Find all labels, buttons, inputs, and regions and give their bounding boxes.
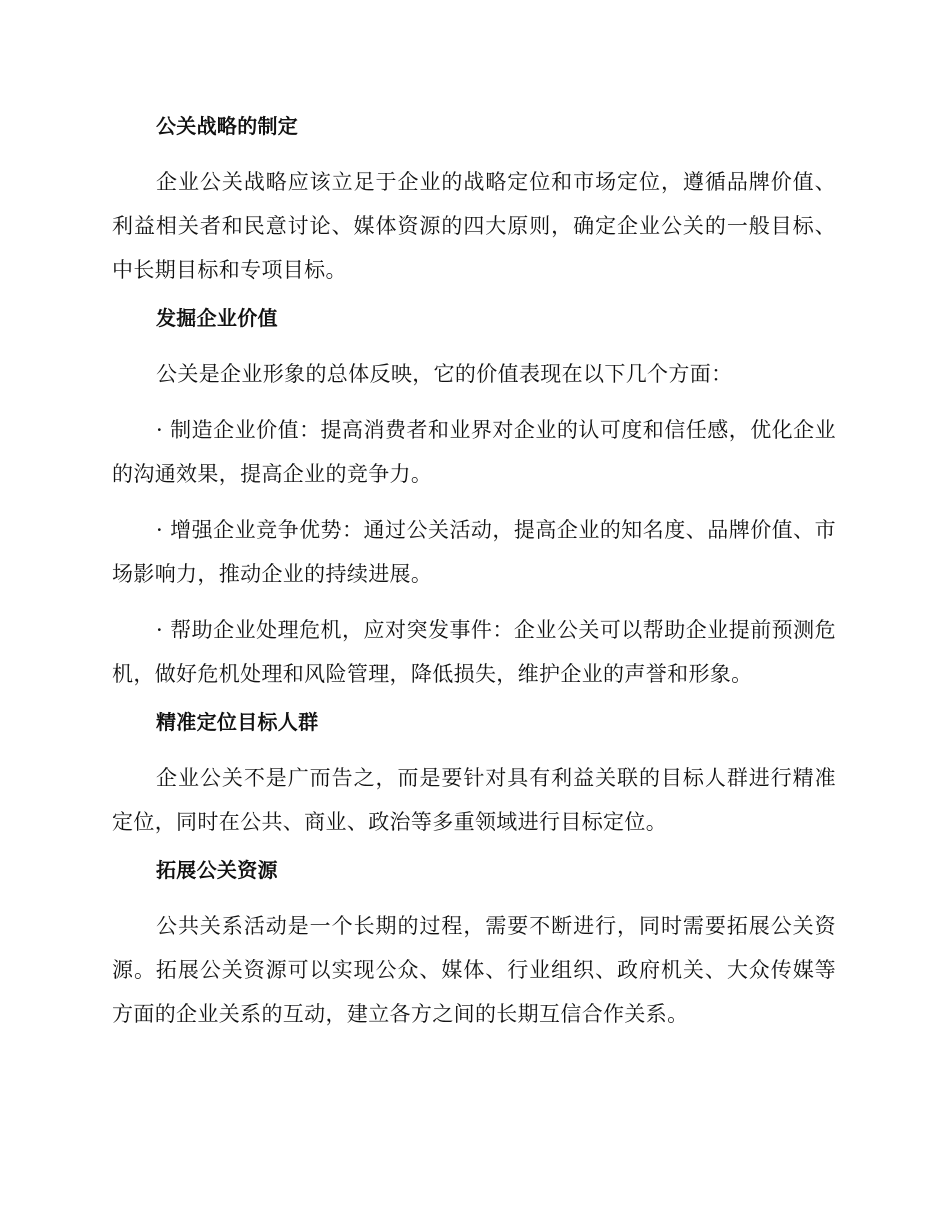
section-pr-strategy	[112, 112, 836, 292]
section-enterprise-value	[112, 304, 836, 696]
section-heading: 发掘企业价值	[156, 306, 278, 330]
bullet-paragraph: · 帮助企业处理危机，应对突发事件：企业公关可以帮助企业提前预测危机，做好危机处理和风险管理，降低损失，维护企业的声誉和形象。	[112, 618, 836, 686]
section-heading: 公关战略的制定	[156, 114, 299, 138]
paragraph: 企业公关战略应该立足于企业的战略定位和市场定位，遵循品牌价值、利益相关者和民意讨论、媒体资源的四大原则，确定企业公关的一般目标、中长期目标和专项目标。	[112, 170, 836, 282]
section-target-audience	[112, 708, 836, 844]
bullet-paragraph: · 制造企业价值：提高消费者和业界对企业的认可度和信任感，优化企业的沟通效果，提高企业的竞争力。	[112, 418, 836, 486]
paragraph: 企业公关不是广而告之，而是要针对具有利益关联的目标人群进行精准定位，同时在公共、商业、政治等多重领域进行目标定位。	[112, 766, 836, 834]
section-heading: 拓展公关资源	[156, 858, 278, 882]
paragraph: 公共关系活动是一个长期的过程，需要不断进行，同时需要拓展公关资源。拓展公关资源可以实现公众、媒体、行业组织、政府机关、大众传媒等方面的企业关系的互动，建立各方之间的长期互信合作关系。	[112, 914, 836, 1026]
section-pr-resources	[112, 856, 836, 1036]
section-heading: 精准定位目标人群	[156, 710, 319, 734]
paragraph: 公关是企业形象的总体反映，它的价值表现在以下几个方面：	[156, 362, 733, 386]
bullet-paragraph: · 增强企业竞争优势：通过公关活动，提高企业的知名度、品牌价值、市场影响力，推动企业的持续进展。	[112, 518, 836, 586]
